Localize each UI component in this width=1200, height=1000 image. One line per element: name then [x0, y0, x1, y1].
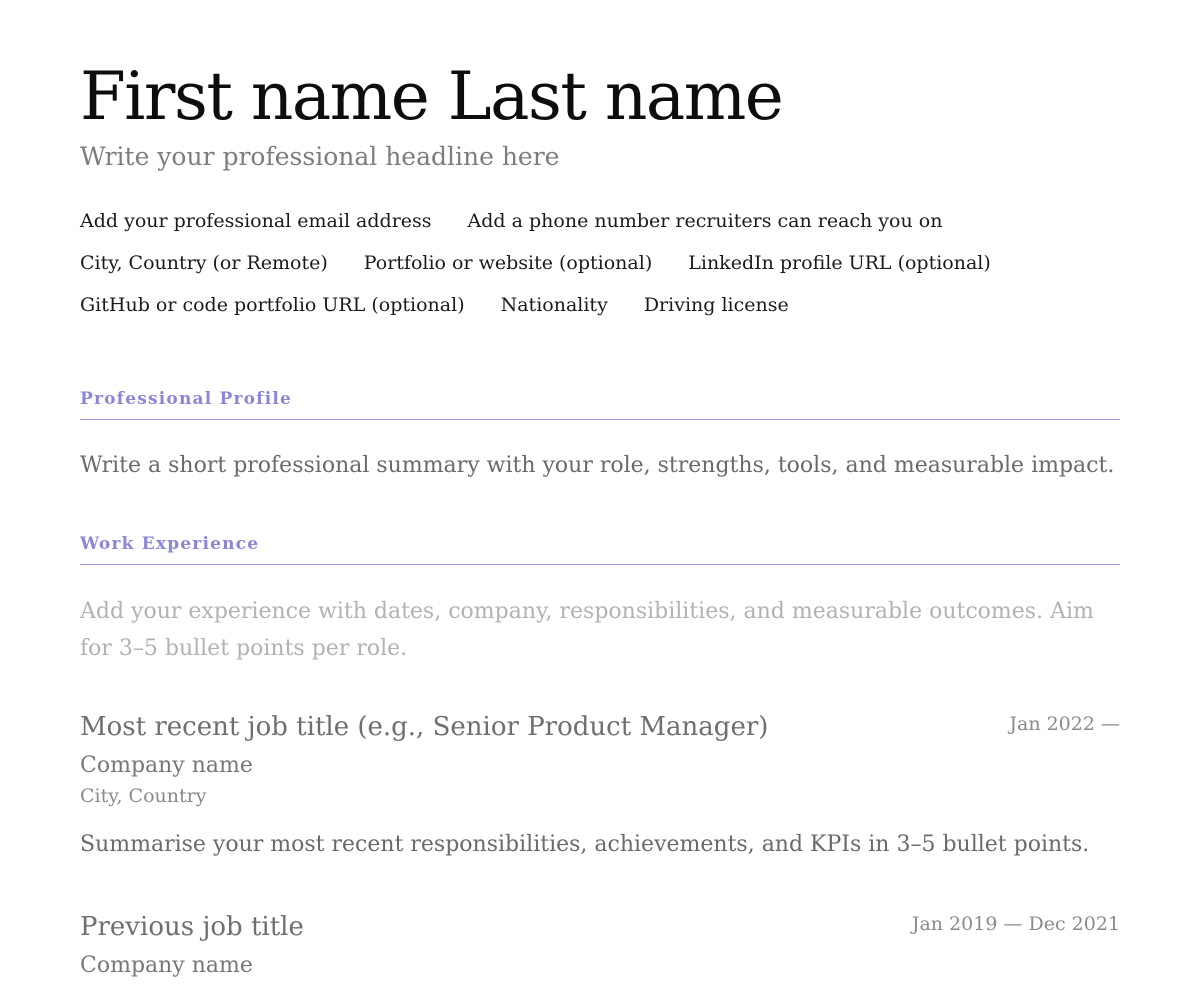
- contact-row: [80, 200, 1120, 242]
- linkedin-field[interactable]: LinkedIn profile URL (optional): [688, 252, 991, 274]
- job-entry: [80, 911, 1120, 981]
- job-description[interactable]: Summarise your most recent responsibilities, achievements, and KPIs in 3–5 bullet points.: [80, 832, 1090, 857]
- job-title[interactable]: Previous job title: [80, 912, 304, 942]
- section-heading-work: Work Experience: [80, 534, 1120, 565]
- job-header: [80, 711, 1120, 743]
- company-name[interactable]: Company name: [80, 953, 253, 978]
- job-dates[interactable]: Jan 2019 — Dec 2021: [911, 913, 1120, 935]
- full-name[interactable]: First name Last name: [80, 58, 783, 135]
- email-field[interactable]: Add your professional email address: [80, 210, 432, 232]
- profile-summary[interactable]: Write a short professional summary with your role, strengths, tools, and measurable impact.: [80, 453, 1115, 478]
- phone-field[interactable]: Add a phone number recruiters can reach you on: [467, 210, 943, 232]
- job-header: [80, 911, 1120, 943]
- job-entry: [80, 711, 1120, 861]
- contact-details: [80, 200, 1120, 326]
- section-heading-profile: Professional Profile: [80, 389, 1120, 420]
- work-experience-hint: Add your experience with dates, company, responsibilities, and measurable outcomes. Aim for 3–5 bullet points per role.: [80, 599, 1094, 661]
- professional-headline[interactable]: Write your professional headline here: [80, 142, 560, 171]
- contact-row: [80, 284, 1120, 326]
- location-field[interactable]: City, Country (or Remote): [80, 252, 328, 274]
- contact-row: [80, 242, 1120, 284]
- driving-license-field[interactable]: Driving license: [643, 294, 789, 316]
- job-location[interactable]: City, Country: [80, 785, 207, 807]
- company-name[interactable]: Company name: [80, 753, 253, 778]
- nationality-field[interactable]: Nationality: [500, 294, 608, 316]
- job-dates[interactable]: Jan 2022 —: [1009, 713, 1120, 735]
- github-field[interactable]: GitHub or code portfolio URL (optional): [80, 294, 465, 316]
- website-field[interactable]: Portfolio or website (optional): [363, 252, 653, 274]
- job-title[interactable]: Most recent job title (e.g., Senior Product Manager): [80, 712, 769, 742]
